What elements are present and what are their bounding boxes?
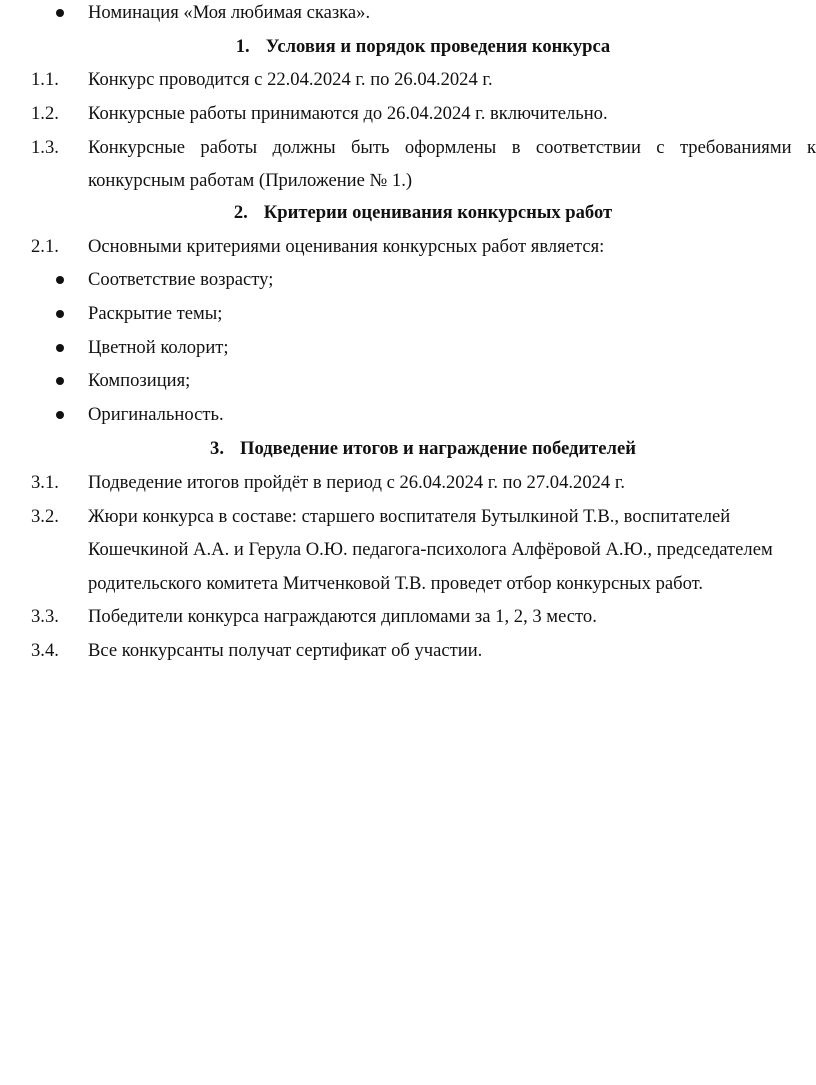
- item-text-line: Конкурсные работы должны быть оформлены в соответствии с требованиями к: [88, 137, 816, 158]
- nomination-text: Номинация «Моя любимая сказка».: [88, 2, 371, 23]
- criteria-item: Оригинальность.: [88, 404, 224, 425]
- item-number: 3.1.: [31, 472, 59, 493]
- item-number: 1.1.: [31, 69, 59, 90]
- criteria-item: Раскрытие темы;: [88, 303, 223, 324]
- item-text: Подведение итогов пройдёт в период с 26.04.2024 г. по 27.04.2024 г.: [88, 472, 626, 493]
- item-number: 3.4.: [31, 640, 59, 661]
- item-number: 3.2.: [31, 506, 59, 527]
- section-3-number: 3.: [210, 438, 224, 459]
- section-1-title: Условия и порядок проведения конкурса: [265, 36, 611, 57]
- section-3-heading: [0, 438, 816, 460]
- item-text: Все конкурсанты получат сертификат об участии.: [88, 640, 483, 661]
- item-text: Основными критериями оценивания конкурсных работ является:: [88, 236, 605, 257]
- section-2-title: Критерии оценивания конкурсных работ: [263, 202, 613, 223]
- criteria-item: Соответствие возрасту;: [88, 269, 274, 290]
- section-2-number: 2.: [233, 202, 248, 223]
- item-text: Победители конкурса награждаются дипломами за 1, 2, 3 место.: [88, 606, 597, 627]
- item-number: 1.3.: [31, 137, 59, 158]
- item-number: 3.3.: [31, 606, 59, 627]
- bullet-icon: [56, 411, 64, 419]
- section-2-heading: [0, 202, 816, 224]
- bullet-icon: [56, 276, 64, 284]
- section-3-title: Подведение итогов и награждение победителей: [239, 438, 636, 459]
- item-text-line: Жюри конкурса в составе: старшего воспитателя Бутылкиной Т.В., воспитателей: [88, 506, 731, 527]
- item-text: Конкурс проводится с 22.04.2024 г. по 26.04.2024 г.: [88, 69, 493, 90]
- section-1-number: 1.: [235, 36, 250, 57]
- item-text: Конкурсные работы принимаются до 26.04.2024 г. включительно.: [88, 103, 608, 124]
- item-number: 1.2.: [31, 103, 59, 124]
- bullet-icon: [56, 9, 64, 17]
- item-text-line: конкурсным работам (Приложение № 1.): [88, 170, 413, 191]
- criteria-item: Композиция;: [88, 370, 191, 391]
- section-1-heading: [0, 36, 816, 58]
- item-text-line: родительского комитета Митченковой Т.В. проведет отбор конкурсных работ.: [88, 573, 704, 594]
- item-number: 2.1.: [31, 236, 59, 257]
- item-text-line: Кошечкиной А.А. и Герула О.Ю. педагога-психолога Алфёровой А.Ю., председателем: [88, 539, 773, 560]
- criteria-item: Цветной колорит;: [88, 337, 229, 358]
- bullet-icon: [56, 377, 64, 385]
- bullet-icon: [56, 344, 64, 352]
- bullet-icon: [56, 310, 64, 318]
